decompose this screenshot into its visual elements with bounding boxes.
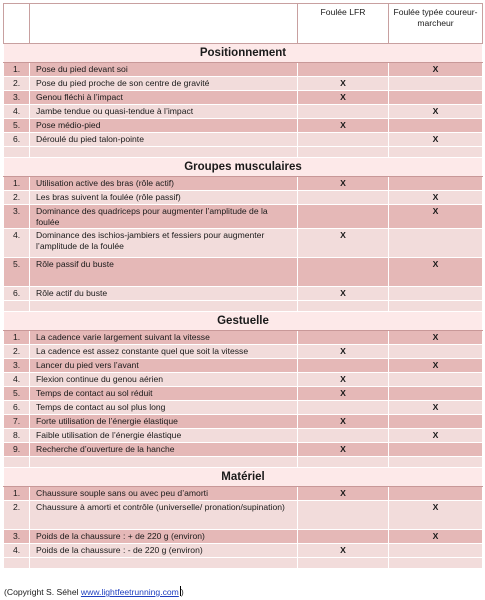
table-row <box>4 415 483 429</box>
header-row <box>4 4 483 44</box>
mark-coureur-marcheur: X <box>389 133 483 147</box>
copyright-text: (Copyright S. Séhel <box>4 587 81 597</box>
section-title: Groupes musculaires <box>4 158 483 177</box>
row-label: Les bras suivent la foulée (rôle passif) <box>30 191 298 205</box>
mark-coureur-marcheur <box>389 177 483 191</box>
mark-lfr: X <box>298 177 389 191</box>
mark-coureur-marcheur <box>389 119 483 133</box>
table-row <box>4 443 483 457</box>
spacer-row <box>4 301 483 312</box>
table-row <box>4 429 483 443</box>
spacer-cell <box>298 301 389 312</box>
mark-lfr: X <box>298 373 389 387</box>
spacer-cell <box>4 301 30 312</box>
row-label: La cadence est assez constante quel que soit la vitesse <box>30 345 298 359</box>
spacer-cell <box>389 147 483 158</box>
spacer-cell <box>298 558 389 569</box>
row-number: 4. <box>4 105 30 119</box>
row-number: 4. <box>4 544 30 558</box>
spacer-cell <box>30 147 298 158</box>
mark-coureur-marcheur <box>389 229 483 258</box>
mark-lfr: X <box>298 119 389 133</box>
table-row <box>4 133 483 147</box>
table-body <box>4 4 483 569</box>
row-number: 1. <box>4 487 30 501</box>
table-row <box>4 177 483 191</box>
row-label: Pose du pied devant soi <box>30 63 298 77</box>
mark-coureur-marcheur: X <box>389 530 483 544</box>
mark-coureur-marcheur <box>389 91 483 105</box>
row-number: 2. <box>4 191 30 205</box>
row-label: Chaussure souple sans ou avec peu d’amorti <box>30 487 298 501</box>
table-row <box>4 487 483 501</box>
row-number: 2. <box>4 77 30 91</box>
mark-coureur-marcheur <box>389 415 483 429</box>
mark-coureur-marcheur: X <box>389 63 483 77</box>
row-label: Dominance des quadriceps pour augmenter l’amplitude de la foulée <box>30 205 298 229</box>
mark-lfr: X <box>298 345 389 359</box>
table-row <box>4 119 483 133</box>
column-header-coureur-marcheur: Foulée typée coureur-marcheur <box>389 4 483 44</box>
mark-lfr: X <box>298 544 389 558</box>
mark-lfr: X <box>298 415 389 429</box>
mark-coureur-marcheur <box>389 345 483 359</box>
row-number: 5. <box>4 119 30 133</box>
table-row <box>4 530 483 544</box>
table-row <box>4 258 483 287</box>
row-number: 6. <box>4 401 30 415</box>
table-row <box>4 287 483 301</box>
spacer-cell <box>389 558 483 569</box>
mark-coureur-marcheur <box>389 487 483 501</box>
row-number: 1. <box>4 177 30 191</box>
mark-coureur-marcheur: X <box>389 429 483 443</box>
spacer-cell <box>4 147 30 158</box>
mark-lfr: X <box>298 77 389 91</box>
row-label: Genou fléchi à l’impact <box>30 91 298 105</box>
mark-lfr: X <box>298 287 389 301</box>
mark-lfr <box>298 191 389 205</box>
row-number: 8. <box>4 429 30 443</box>
mark-lfr <box>298 359 389 373</box>
spacer-row <box>4 558 483 569</box>
section-header <box>4 158 483 177</box>
mark-coureur-marcheur <box>389 77 483 91</box>
spacer-row <box>4 147 483 158</box>
mark-coureur-marcheur <box>389 373 483 387</box>
table-row <box>4 373 483 387</box>
mark-coureur-marcheur <box>389 443 483 457</box>
mark-coureur-marcheur <box>389 387 483 401</box>
table-row <box>4 345 483 359</box>
text-cursor <box>180 586 181 596</box>
mark-lfr: X <box>298 387 389 401</box>
mark-coureur-marcheur: X <box>389 105 483 119</box>
mark-coureur-marcheur: X <box>389 401 483 415</box>
table-row <box>4 63 483 77</box>
comparison-table <box>3 3 483 569</box>
row-label: La cadence varie largement suivant la vitesse <box>30 331 298 345</box>
spacer-cell <box>4 558 30 569</box>
row-number: 3. <box>4 530 30 544</box>
row-number: 3. <box>4 91 30 105</box>
table-row <box>4 205 483 229</box>
mark-lfr: X <box>298 91 389 105</box>
table-row <box>4 191 483 205</box>
mark-lfr <box>298 530 389 544</box>
column-header-lfr: Foulée LFR <box>298 4 389 44</box>
row-label: Chaussure à amorti et contrôle (universelle/ pronation/supination) <box>30 501 298 530</box>
table-row <box>4 331 483 345</box>
mark-coureur-marcheur: X <box>389 258 483 287</box>
row-number: 1. <box>4 63 30 77</box>
row-number: 7. <box>4 415 30 429</box>
row-label: Temps de contact au sol réduit <box>30 387 298 401</box>
spacer-cell <box>389 457 483 468</box>
mark-lfr <box>298 205 389 229</box>
row-label: Utilisation active des bras (rôle actif) <box>30 177 298 191</box>
row-number: 4. <box>4 229 30 258</box>
table-row <box>4 105 483 119</box>
row-label: Rôle actif du buste <box>30 287 298 301</box>
mark-coureur-marcheur: X <box>389 331 483 345</box>
row-label: Poids de la chaussure : + de 220 g (environ) <box>30 530 298 544</box>
table-row <box>4 544 483 558</box>
row-number: 4. <box>4 373 30 387</box>
header-empty-cell <box>4 4 30 44</box>
row-number: 5. <box>4 387 30 401</box>
row-number: 5. <box>4 258 30 287</box>
row-label: Faible utilisation de l’énergie élastique <box>30 429 298 443</box>
mark-lfr <box>298 105 389 119</box>
table-row <box>4 359 483 373</box>
spacer-cell <box>298 147 389 158</box>
mark-coureur-marcheur <box>389 287 483 301</box>
website-link[interactable]: www.lightfeetrunning.com <box>80 587 179 597</box>
row-label: Pose du pied proche de son centre de gravité <box>30 77 298 91</box>
row-number: 2. <box>4 501 30 530</box>
table-row <box>4 501 483 530</box>
row-label: Temps de contact au sol plus long <box>30 401 298 415</box>
mark-lfr <box>298 63 389 77</box>
spacer-cell <box>4 457 30 468</box>
table-row <box>4 91 483 105</box>
mark-lfr <box>298 429 389 443</box>
row-label: Rôle passif du buste <box>30 258 298 287</box>
row-label: Dominance des ischios-jambiers et fessiers pour augmenter l’amplitude de la foulée <box>30 229 298 258</box>
mark-coureur-marcheur: X <box>389 501 483 530</box>
spacer-cell <box>298 457 389 468</box>
row-number: 3. <box>4 359 30 373</box>
mark-coureur-marcheur <box>389 544 483 558</box>
row-label: Jambe tendue ou quasi-tendue à l’impact <box>30 105 298 119</box>
table-row <box>4 387 483 401</box>
mark-coureur-marcheur: X <box>389 359 483 373</box>
row-number: 3. <box>4 205 30 229</box>
row-label: Flexion continue du genou aérien <box>30 373 298 387</box>
row-number: 9. <box>4 443 30 457</box>
row-label: Déroulé du pied talon-pointe <box>30 133 298 147</box>
mark-lfr: X <box>298 487 389 501</box>
section-header <box>4 44 483 63</box>
mark-lfr <box>298 258 389 287</box>
row-number: 6. <box>4 287 30 301</box>
row-number: 1. <box>4 331 30 345</box>
row-label: Recherche d’ouverture de la hanche <box>30 443 298 457</box>
section-title: Matériel <box>4 468 483 487</box>
section-header <box>4 468 483 487</box>
section-header <box>4 312 483 331</box>
spacer-cell <box>389 301 483 312</box>
mark-lfr <box>298 331 389 345</box>
table-row <box>4 401 483 415</box>
mark-coureur-marcheur: X <box>389 191 483 205</box>
table-row <box>4 229 483 258</box>
spacer-cell <box>30 301 298 312</box>
footer-copyright: (Copyright S. Séhel www.lightfeetrunning.com ) <box>4 587 184 597</box>
section-title: Positionnement <box>4 44 483 63</box>
section-title: Gestuelle <box>4 312 483 331</box>
row-label: Pose médio-pied <box>30 119 298 133</box>
row-label: Lancer du pied vers l’avant <box>30 359 298 373</box>
mark-lfr <box>298 501 389 530</box>
row-label: Forte utilisation de l’énergie élastique <box>30 415 298 429</box>
mark-lfr: X <box>298 229 389 258</box>
table-row <box>4 77 483 91</box>
mark-coureur-marcheur: X <box>389 205 483 229</box>
spacer-row <box>4 457 483 468</box>
row-number: 2. <box>4 345 30 359</box>
spacer-cell <box>30 457 298 468</box>
header-empty-cell <box>30 4 298 44</box>
mark-lfr <box>298 133 389 147</box>
row-label: Poids de la chaussure : - de 220 g (environ) <box>30 544 298 558</box>
mark-lfr: X <box>298 443 389 457</box>
spacer-cell <box>30 558 298 569</box>
mark-lfr <box>298 401 389 415</box>
row-number: 6. <box>4 133 30 147</box>
